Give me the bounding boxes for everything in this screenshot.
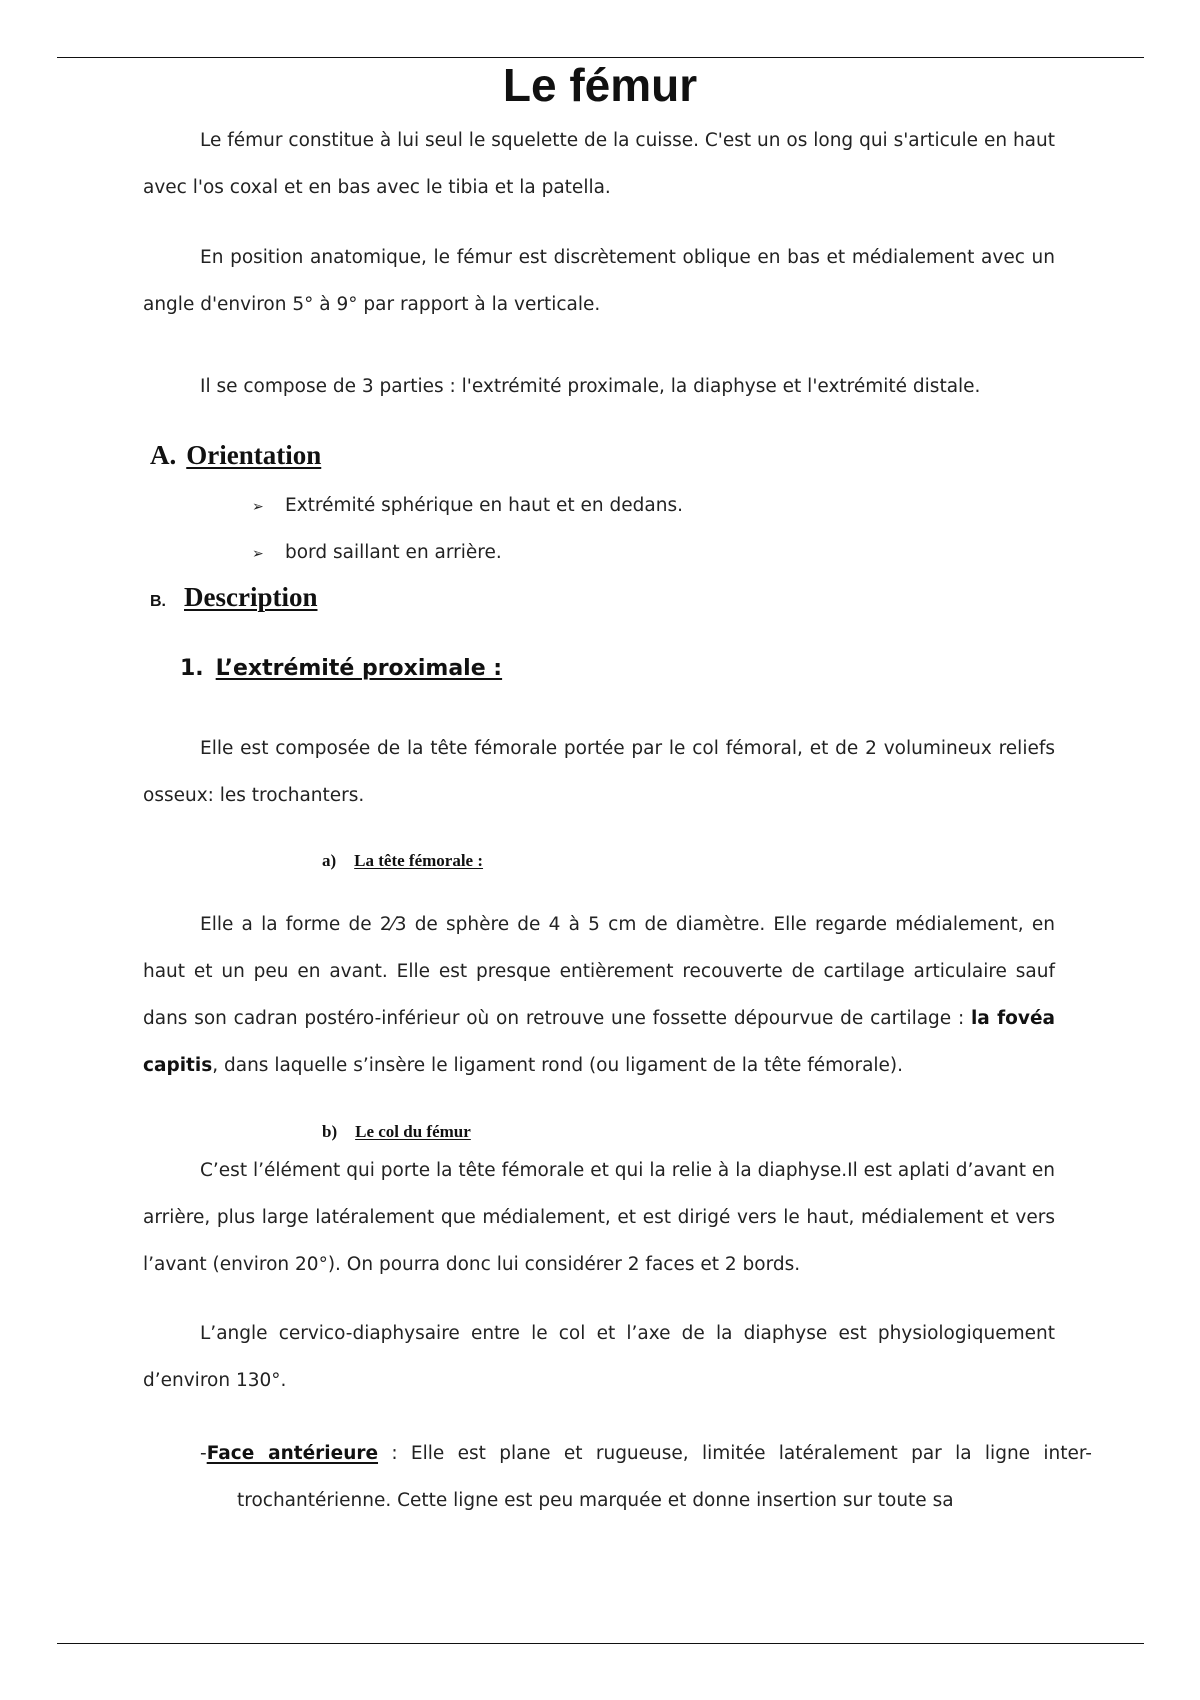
subsection-1-title: L’extrémité proximale : [215,656,503,681]
sub-b-title: Le col du fémur [355,1122,471,1141]
sub-b-heading [322,1122,471,1142]
anterior-face-text: : Elle est plane et rugueuse, limitée latéralement par la ligne inter-trochantérienne. Cette ligne est peu marquée et donne insertion sur toute sa [237,1443,1092,1511]
arrow-bullet-icon: ➢ [252,499,264,515]
subsection-1-heading [180,656,502,681]
proximal-paragraph: Elle est composée de la tête fémorale portée par le col fémoral, et de 2 volumineux reliefs osseux: les trochanters. [143,738,1055,806]
sub-a-title: La tête fémorale : [354,851,484,870]
section-a-heading [150,440,321,471]
page-title: Le fémur [502,59,698,111]
anterior-face-label: Face antérieure [206,1443,379,1464]
anterior-face-paragraph [200,1430,1092,1524]
dash-marker: - [200,1443,207,1464]
intro-paragraph-1: Le fémur constitue à lui seul le squelette de la cuisse. C'est un os long qui s'articule en haut avec l'os coxal et en bas avec le tibia et la patella. [143,130,1055,198]
sub-a-letter: a) [322,851,337,870]
section-b-heading [150,582,317,613]
section-b-letter: B. [150,593,166,610]
subsection-1-number: 1. [180,656,204,681]
femoral-head-text-end: , dans laquelle s’insère le ligament rond (ou ligament de la tête fémorale). [212,1055,904,1076]
section-b-title: Description [184,582,318,612]
bottom-rule [57,1643,1144,1644]
list-item [252,529,683,576]
femoral-head-text: Elle a la forme de 2⁄3 de sphère de 4 à 5 cm de diamètre. Elle regarde médialement, en haut et un peu en avant. Elle est presque entièrement recouverte de cartilage articulaire sauf dans son cadran postéro-inférieur où on retrouve une fossette dépourvue de cartilage : [143,914,1055,1029]
sub-b-letter: b) [322,1122,338,1141]
femoral-neck-paragraph: C’est l’élément qui porte la tête fémorale et qui la relie à la diaphyse.Il est aplati d’avant en arrière, plus large latéralement que médialement, et est dirigé vers le haut, médialement et vers l’avant (environ 20°). On pourra donc lui considérer 2 faces et 2 bords. [143,1160,1055,1275]
intro-paragraph-3: Il se compose de 3 parties : l'extrémité proximale, la diaphyse et l'extrémité distale. [200,376,981,397]
orientation-list [252,482,683,576]
section-a-title: Orientation [186,440,322,470]
femoral-head-paragraph [143,901,1055,1089]
cervico-angle-paragraph: L’angle cervico-diaphysaire entre le col et l’axe de la diaphyse est physiologiquement d’environ 130°. [143,1323,1055,1391]
list-item-text: bord saillant en arrière. [285,542,502,563]
list-item-text: Extrémité sphérique en haut et en dedans. [285,495,683,516]
arrow-bullet-icon: ➢ [252,546,264,562]
fovea-capitis-term: la fovéa capitis [143,1008,1055,1076]
list-item [252,482,683,529]
intro-paragraph-2: En position anatomique, le fémur est discrètement oblique en bas et médialement avec un angle d'environ 5° à 9° par rapport à la verticale. [143,247,1055,315]
section-a-letter: A. [150,440,177,470]
sub-a-heading [322,851,483,871]
